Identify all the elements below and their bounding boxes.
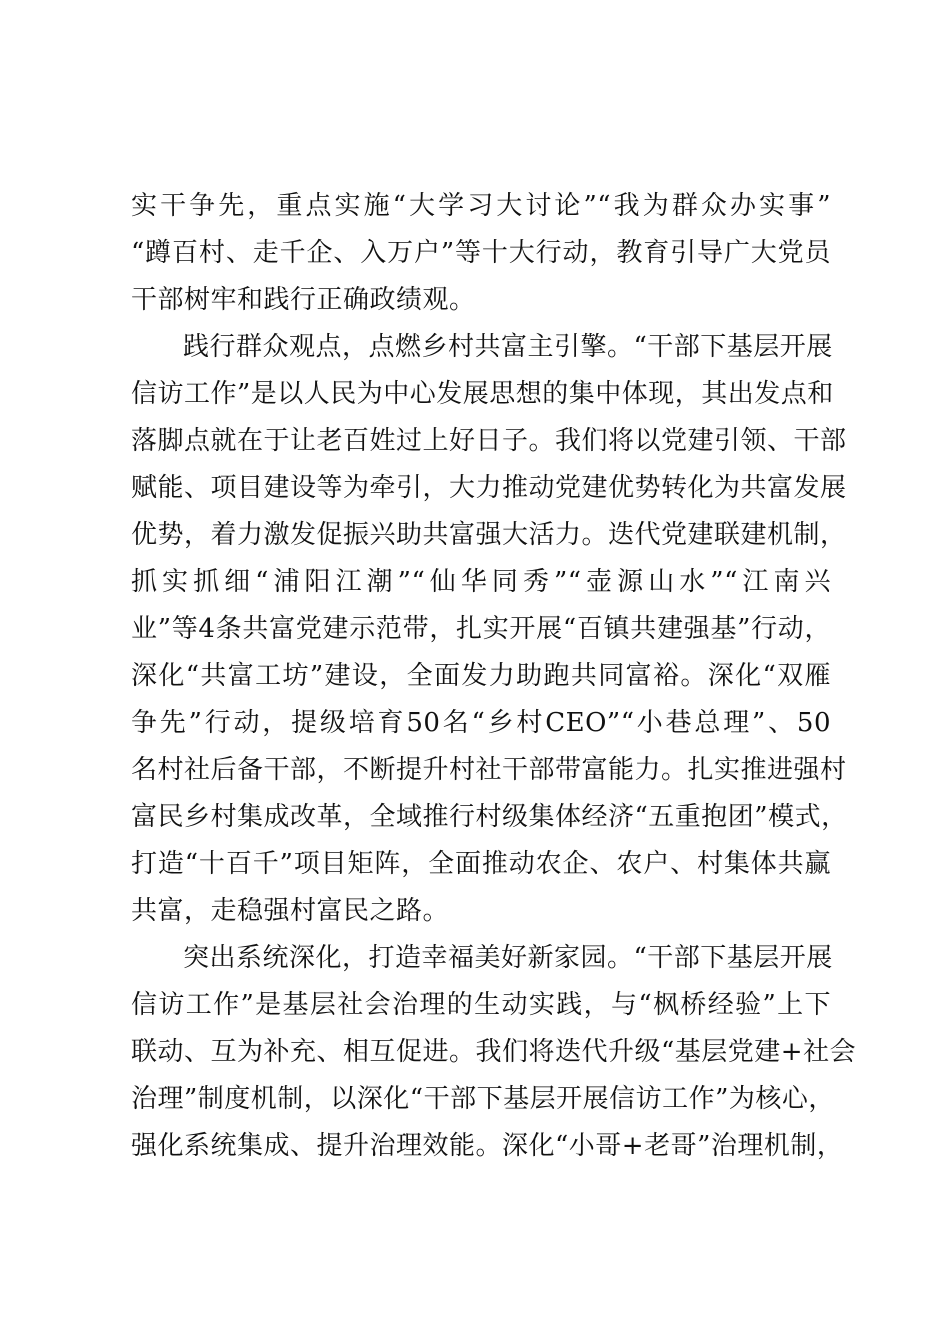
paragraph-2 bbox=[131, 324, 848, 935]
text-line: 名村社后备干部，不断提升村社干部带富能力。扎实推进强村 bbox=[131, 755, 847, 785]
text-line: 干部树牢和践行正确政绩观。 bbox=[131, 285, 476, 315]
text-line: 抓实抓细“浦阳江潮”“仙华同秀”“壶源山水”“江南兴 bbox=[131, 567, 831, 597]
text-line: 打造“十百千”项目矩阵，全面推动农企、农户、村集体共赢 bbox=[131, 849, 831, 879]
text-line: 赋能、项目建设等为牵引，大力推动党建优势转化为共富发展 bbox=[131, 473, 847, 503]
text-line: “蹲百村、走千企、入万户”等十大行动，教育引导广大党员 bbox=[131, 238, 831, 268]
text-line: 共富，走稳强村富民之路。 bbox=[131, 896, 450, 926]
document-body bbox=[131, 183, 857, 1170]
text-line: 业”等4条共富党建示范带，扎实开展“百镇共建强基”行动， bbox=[131, 614, 831, 644]
paragraph-1 bbox=[131, 183, 831, 324]
text-line: 实干争先，重点实施“大学习大讨论”“我为群众办实事” bbox=[131, 191, 831, 221]
text-line: 深化“共富工坊”建设，全面发力助跑共同富裕。深化“双雁 bbox=[131, 661, 831, 691]
text-line: 争先”行动，提级培育50名“乡村CEO”“小巷总理”、50 bbox=[131, 708, 831, 738]
text-line: 信访工作”是以人民为中心发展思想的集中体现，其出发点和 bbox=[131, 379, 834, 409]
text-line: 联动、互为补充、相互促进。我们将迭代升级“基层党建+社会 bbox=[131, 1037, 857, 1067]
text-line: 富民乡村集成改革，全域推行村级集体经济“五重抱团”模式， bbox=[131, 802, 848, 832]
text-line: 践行群众观点，点燃乡村共富主引擎。“干部下基层开展 bbox=[183, 332, 833, 362]
text-line: 优势，着力激发促振兴助共富强大活力。迭代党建联建机制， bbox=[131, 520, 847, 550]
paragraph-3 bbox=[131, 935, 857, 1170]
text-line: 突出系统深化，打造幸福美好新家园。“干部下基层开展 bbox=[183, 943, 833, 973]
text-line: 信访工作”是基层社会治理的生动实践，与“枫桥经验”上下 bbox=[131, 990, 831, 1020]
text-line: 强化系统集成、提升治理效能。深化“小哥+老哥”治理机制， bbox=[131, 1131, 844, 1161]
text-line: 落脚点就在于让老百姓过上好日子。我们将以党建引领、干部 bbox=[131, 426, 847, 456]
text-line: 治理”制度机制，以深化“干部下基层开展信访工作”为核心， bbox=[131, 1084, 835, 1114]
